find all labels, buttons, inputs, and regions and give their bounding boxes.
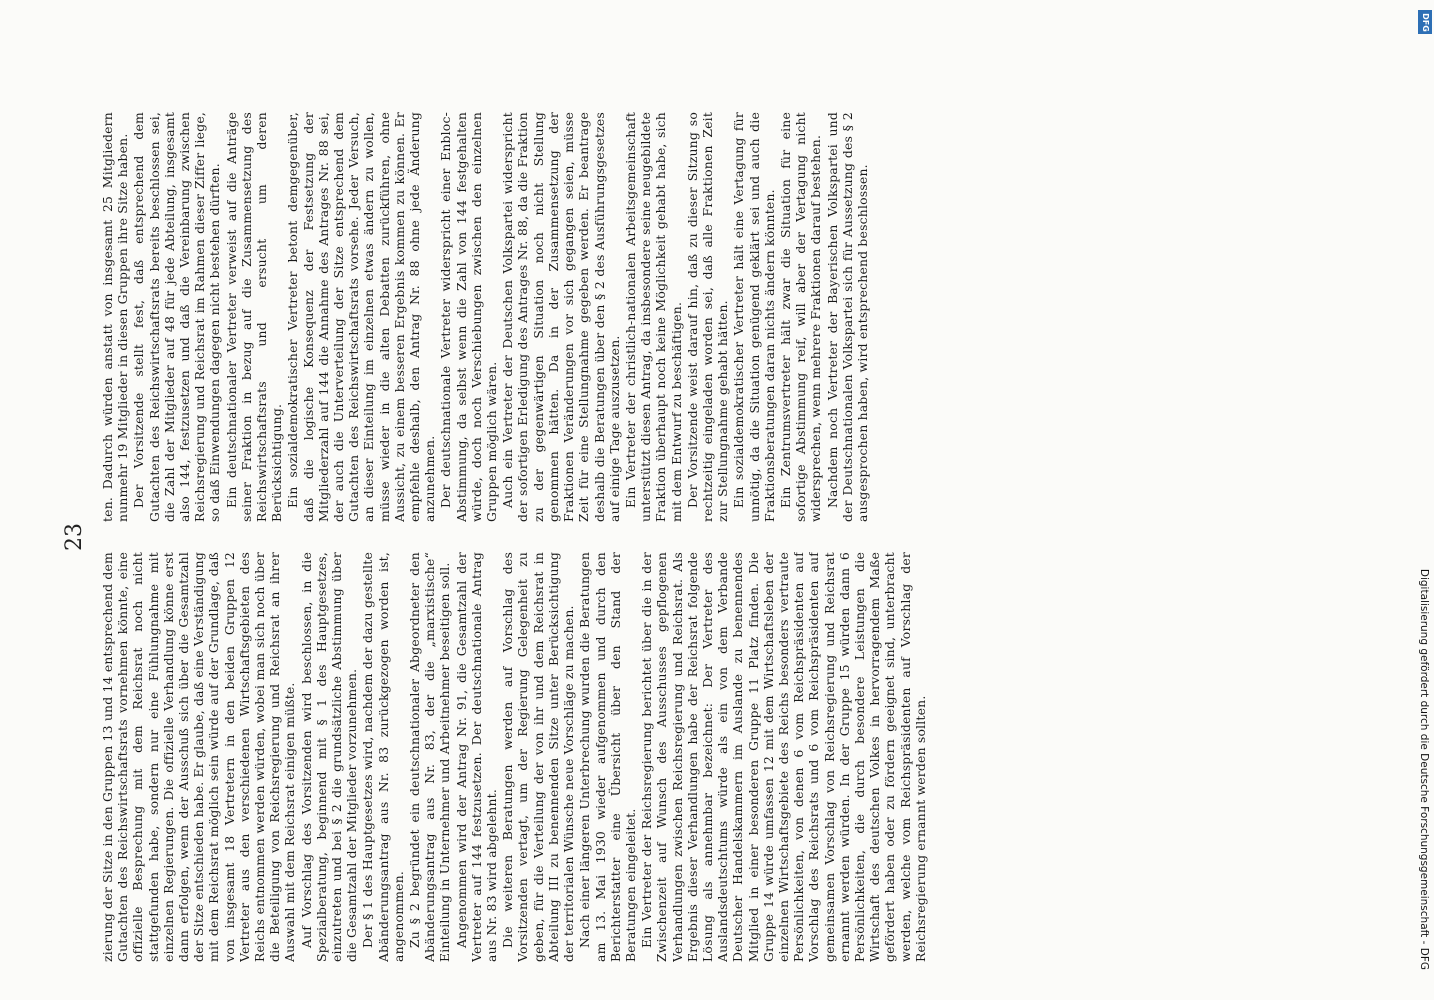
dfg-logo-text: DFG bbox=[1420, 12, 1430, 32]
credit-text: Digitalisierung gefördert durch die Deutsche Forschungsgemeinschaft - DFG bbox=[1418, 568, 1430, 970]
digitization-credit bbox=[1410, 10, 1434, 990]
paragraph: Ein Vertreter der Reichsregierung berichtet über die in der Zwischenzeit auf Wunsch des Ausschusses gepflogenen Verhandlungen zwischen Reichsregierung und Reichsrat. Als Ergebnis dieser Verhandlungen habe der Reichsrat folgende Lösung als annehmbar bezeichnet: Der Vertreter des Auslandsdeutschtums würde als ein von dem Verbande Deutscher Handelskammern im Auslande zu benennendes Mitglied in einer besonderen Gruppe 11 Platz finden. Die Gruppe 14 würde umfassen 12 mit dem Wirtschaftsleben der einzelnen Wirtschaftsgebiete des Reichs besonders vertraute Persönlichkeiten, von denen 6 vom Reichspräsidenten auf Vorschlag des Reichsrats und 6 vom Reichspräsidenten auf gemeinsamen Vorschlag von Reichsregierung und Reichsrat ernannt werden würden. In der Gruppe 15 würden dann 6 Persönlichkeiten, die durch besondere Leistungen die Wirtschaft des deutschen Volkes in hervorragendem Maße gefördert haben oder zu fördern geeignet sind, unterbracht werden, welche vom Reichspräsidenten auf Vorschlag der Reichsregierung ernannt werden sollten. bbox=[639, 552, 928, 962]
paragraph: Ein Vertreter der christlich-nationalen Arbeitsgemeinschaft unterstützt diesen Antrag, da insbesondere seine neugebildete Fraktion überhaupt noch keine Möglichkeit gehabt habe, sich mit dem Entwurf zu beschäftigen. bbox=[622, 112, 684, 522]
right-text-column bbox=[100, 112, 1290, 522]
paragraph: Angenommen wird der Antrag Nr. 91, die Gesamtzahl der Vertreter auf 144 festzusetzen. Der deutschnationale Antrag aus Nr. 83 wird abgelehnt. bbox=[453, 552, 500, 962]
paragraph: Ein sozialdemokratischer Vertreter betont demgegenüber, daß die logische Konsequenz der Festsetzung der Mitgliederzahl auf 144 die Annahme des Antrages Nr. 88 sei, der auch die Unterverteilung der Sitze entsprechend dem Gutachten des Reichswirtschaftsrats vorsehe. Jeder Versuch, an dieser Einteilung im einzelnen etwas ändern zu wollen, müsse wieder in die alten Debatten zurückführen, ohne Aussicht, zu einem besseren Ergebnis kommen zu können. Er empfehle deshalb, den Antrag Nr. 88 ohne jede Änderung anzunehmen. bbox=[285, 112, 438, 522]
paragraph: Der § 1 des Hauptgesetzes wird, nachdem der dazu gestellte Abänderungsantrag aus Nr. 83 zurückgezogen worden ist, angenommen. bbox=[360, 552, 406, 962]
paragraph: Auch ein Vertreter der Deutschen Volkspartei widerspricht der sofortigen Erledigung des Antrages Nr. 88, da die Fraktion zu der gegenwärtigen Situation noch nicht Stellung genommen hätten. Da in der Zusammensetzung der Fraktionen Veränderungen vor sich gegangen seien, müsse Zeit für eine Stellungnahme gegeben werden. Er beantrage deshalb die Beratungen über den § 2 des Ausführungsgesetzes auf einige Tage auszusetzen. bbox=[500, 112, 622, 522]
paragraph: Der Vorsitzende stellt fest, daß entsprechend dem Gutachten des Reichswirtschaftsrats bereits beschlossen sei, die Zahl der Mitglieder auf 48 für jede Abteilung, insgesamt also 144, festzusetzen und daß die Vereinbarung zwischen Reichsregierung und Reichsrat im Rahmen dieser Ziffer liege, so daß Einwendungen dagegen nicht bestehen dürften. bbox=[131, 112, 223, 522]
document-page bbox=[62, 112, 1290, 962]
paragraph: Ein Zentrumsvertreter hält zwar die Situation für eine sofortige Abstimmung reif, will aber der Vertagung nicht widersprechen, wenn mehrere Fraktionen darauf bestehen. bbox=[777, 112, 824, 522]
paragraph: Ein sozialdemokratischer Vertreter hält eine Vertagung für unnötig, da die Situation genügend geklärt sei und auch die Fraktionsberatungen daran nichts ändern könnten. bbox=[731, 112, 777, 522]
left-text-column bbox=[100, 552, 1290, 962]
paragraph: Der Vorsitzende weist darauf hin, daß zu dieser Sitzung so rechtzeitig eingeladen worden sei, daß alle Fraktionen Zeit zur Stellungnahme gehabt hätten. bbox=[684, 112, 731, 522]
paragraph: Zu § 2 begründet ein deutschnationaler Abgeordneter den Abänderungsantrag aus Nr. 83, der die „marxistische“ Einteilung in Unternehmer und Arbeitnehmer beseitigen soll. bbox=[407, 552, 453, 962]
paragraph: Ein deutschnationaler Vertreter verweist auf die Anträge seiner Fraktion in bezug auf die Zusammensetzung des Reichswirtschaftsrats und ersucht um deren Berücksichtigung. bbox=[223, 112, 285, 522]
paragraph: Nach einer längeren Unterbrechung wurden die Beratungen am 13. Mai 1930 wieder aufgenommen und durch den Berichterstatter eine Übersicht über den Stand der Beratungen eingeleitet. bbox=[577, 552, 638, 962]
paragraph: zierung der Sitze in den Gruppen 13 und 14 entsprechend dem Gutachten des Reichswirtschaftsrats vornehmen könnte, eine offizielle Besprechung mit dem Reichsrat noch nicht stattgefunden habe, sondern nur eine Fühlungnahme mit einzelnen Regierungen. Die offizielle Verhandlung könne erst dann erfolgen, wenn der Ausschuß sich über die Gesamtzahl der Sitze entschieden habe. Er glaube, daß eine Verständigung mit dem Reichsrat möglich sein würde auf der Grundlage, daß von insgesamt 18 Vertretern in den beiden Gruppen 12 Vertreter aus den verschiedenen Wirtschaftsgebieten des Reichs entnommen werden würden, wobei man sich noch über die Beteiligung von Reichsregierung und Reichsrat an ihrer Auswahl mit dem Reichsrat einigen müßte. bbox=[100, 552, 298, 962]
paragraph: Die weiteren Beratungen werden auf Vorschlag des Vorsitzenden vertagt, um der Regierung Gelegenheit zu geben, für die Verteilung der von ihr und dem Reichsrat in Abteilung III zu benennenden Sitze unter Berücksichtigung der territorialen Wünsche neue Vorschläge zu machen. bbox=[500, 552, 577, 962]
paragraph: ten. Dadurch würden anstatt von insgesamt 25 Mitgliedern nunmehr 19 Mitglieder in diesen Gruppen ihre Sitze haben. bbox=[100, 112, 131, 522]
page-number: 23 bbox=[62, 523, 87, 551]
paragraph: Nachdem noch Vertreter der Bayerischen Volkspartei und der Deutschnationalen Volkspartei sich für Aussetzung des § 2 ausgesprochen haben, wird entsprechend beschlossen. bbox=[824, 112, 870, 522]
dfg-logo bbox=[1418, 10, 1432, 34]
paragraph: Der deutschnationale Vertreter widerspricht einer Enbloc-Abstimmung, da selbst wenn die Zahl von 144 festgehalten würde, doch noch Verschiebungen zwischen den einzelnen Gruppen möglich wären. bbox=[438, 112, 500, 522]
paragraph: Auf Vorschlag des Vorsitzenden wird beschlossen, in die Spezialberatung, beginnend mit § 1 des Hauptgesetzes, einzutreten und bei § 2 die grundsätzliche Abstimmung über die Gesamtzahl der Mitglieder vorzunehmen. bbox=[298, 552, 360, 962]
